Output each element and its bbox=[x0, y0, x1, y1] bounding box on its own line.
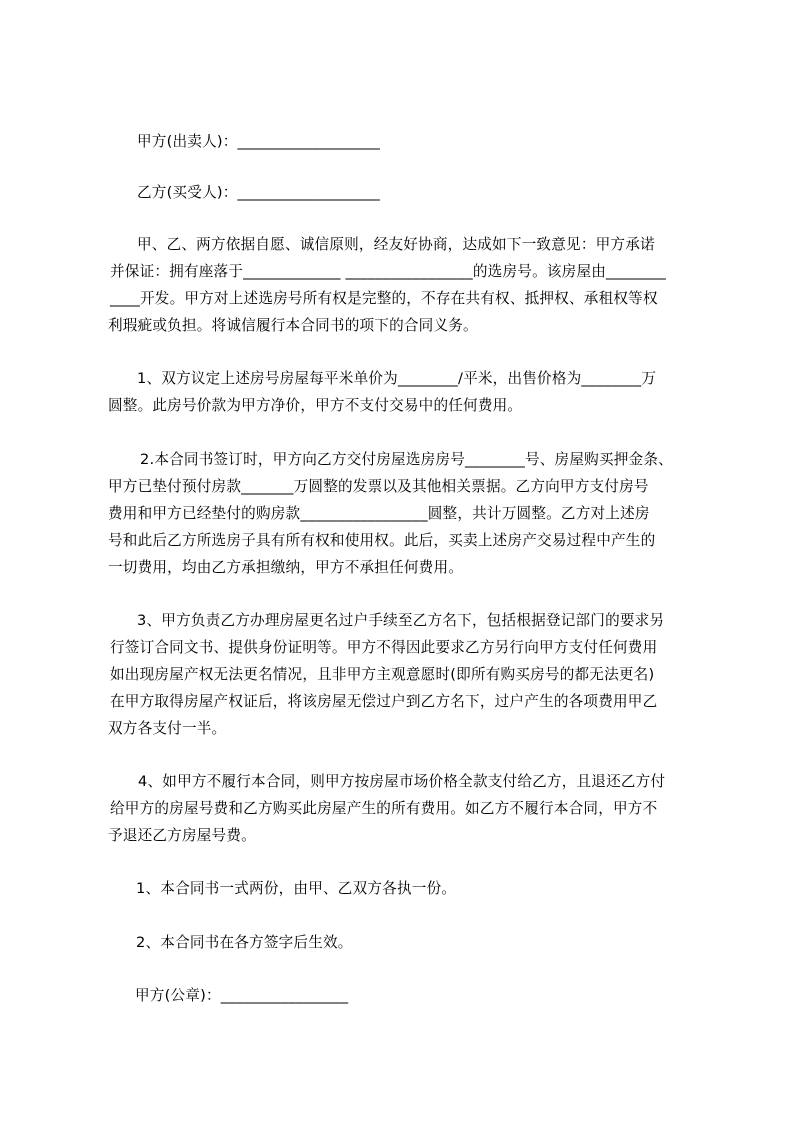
party-a-seller-line: 甲方(出卖人)：___________________ bbox=[137, 133, 380, 150]
clause-4-line-3: 予退还乙方房屋号费。 bbox=[108, 827, 256, 844]
intro-line-2: 并保证：拥有座落于_____________ _________________的选房号。该房屋由________ bbox=[110, 263, 667, 280]
clause-3-line-5: 双方各支付一半。 bbox=[108, 720, 227, 737]
intro-line-1: 甲、乙、两方依据自愿、诚信原则，经友好协商，达成如下一致意见：甲方承诺 bbox=[137, 236, 655, 253]
clause-3-line-4: 在甲方取得房屋产权证后，将该房屋无偿过户到乙方名下，过户产生的各项费用甲乙 bbox=[110, 693, 658, 710]
intro-line-3: ____开发。甲方对上述选房号所有权是完整的，不存在共有权、抵押权、承租权等权 bbox=[110, 290, 658, 307]
clause-3-line-2: 行签订合同文书、提供身份证明等。甲方不得因此要求乙方另行向甲方支付任何费用 bbox=[110, 639, 658, 656]
final-clause-1: 1、本合同书一式两份，由甲、乙双方各执一份。 bbox=[136, 880, 457, 897]
clause-3-line-3: 如出现房屋产权无法更名情况，且非甲方主观意愿时(即所有购买房号的都无法更名) bbox=[110, 666, 655, 683]
clause-4-line-1: 4、如甲方不履行本合同，则甲方按房屋市场价格全款支付给乙方，且退还乙方付 bbox=[138, 773, 666, 790]
clause-1-line-2: 圆整。此房号价款为甲方净价，甲方不支付交易中的任何费用。 bbox=[108, 397, 523, 414]
clause-2-line-5: 一切费用，均由乙方承担缴纳，甲方不承担任何费用。 bbox=[108, 559, 464, 576]
clause-1-line-1: 1、双方议定上述房号房屋每平米单价为________/平米，出售价格为________万 bbox=[137, 370, 657, 387]
party-b-buyer-line: 乙方(买受人)：___________________ bbox=[137, 184, 380, 201]
clause-2-line-4: 号和此后乙方所选房子具有所有权和使用权。此后，买卖上述房产交易过程中产生的 bbox=[108, 532, 656, 549]
clause-2-line-2: 甲方已垫付预付房款_______万圆整的发票以及其他相关票据。乙方向甲方支付房号 bbox=[108, 478, 649, 495]
intro-line-4: 利瑕疵或负担。将诚信履行本合同书的项下的合同义务。 bbox=[108, 317, 478, 334]
clause-2-line-3: 费用和甲方已经垫付的购房款_________________圆整，共计万圆整。乙方对上述房 bbox=[108, 505, 650, 522]
clause-2-line-1: 2.本合同书签订时，甲方向乙方交付房屋选房房号________号、房屋购买押金条、 bbox=[140, 451, 673, 468]
clause-4-line-2: 给甲方的房屋号费和乙方购买此房屋产生的所有费用。如乙方不履行本合同，甲方不 bbox=[110, 800, 658, 817]
party-a-seal-line: 甲方(公章)：_________________ bbox=[135, 987, 349, 1004]
clause-3-line-1: 3、甲方负责乙方办理房屋更名过户手续至乙方名下，包括根据登记部门的要求另 bbox=[137, 612, 665, 629]
final-clause-2: 2、本合同书在各方签字后生效。 bbox=[136, 934, 353, 951]
